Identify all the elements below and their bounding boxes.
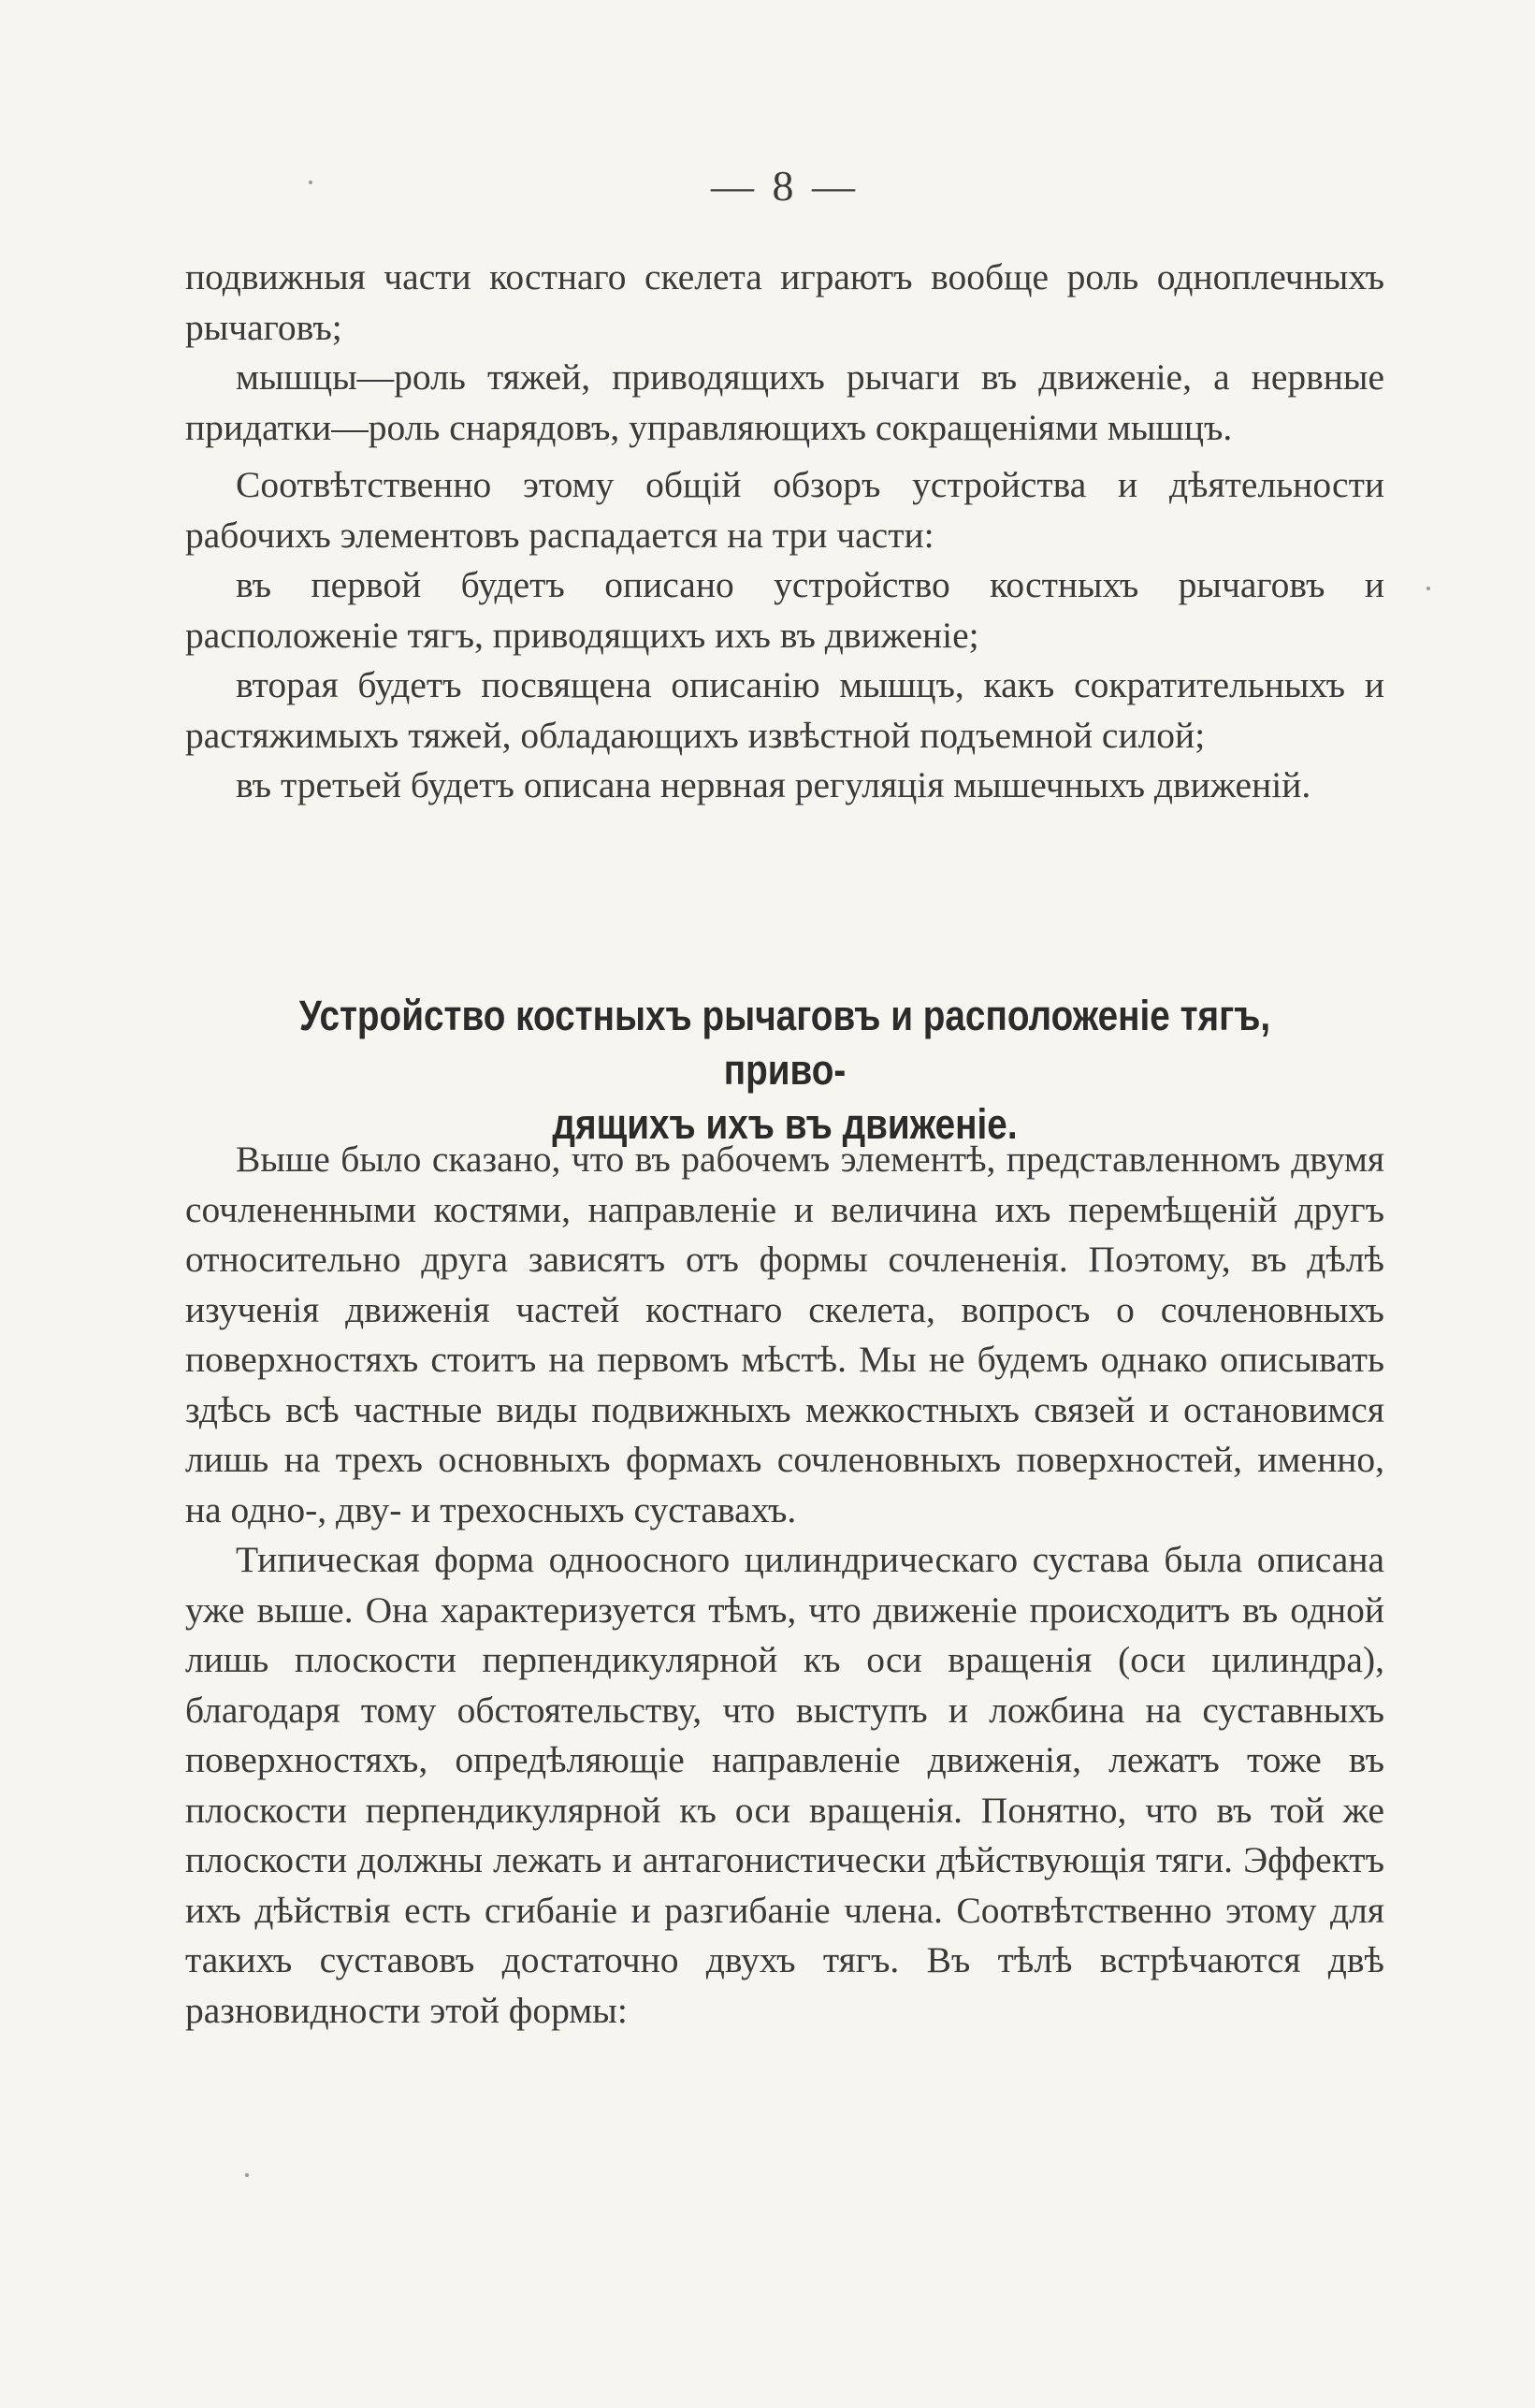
paragraph: въ первой будетъ описано устройство костныхъ рычаговъ и расположеніе тягъ, приводящихъ ихъ въ движеніе; <box>185 564 1384 656</box>
section-heading <box>269 989 1301 1152</box>
paper-speck <box>1426 587 1430 590</box>
paragraph: Соотвѣтственно этому общій обзоръ устройства и дѣятельности рабочихъ элементовъ распадается на три части: <box>185 464 1384 556</box>
section-heading-line: Устройство костныхъ рычаговъ и расположеніе тягъ, приво- <box>298 992 1271 1094</box>
paragraph: Выше было сказано, что въ рабочемъ элементѣ, представленномъ двумя сочлененными костями, направленіе и величина ихъ перемѣщеній другъ относительно друга зависятъ отъ формы сочлененія. Поэтому, въ дѣлѣ изученія движенія частей костнаго скелета, вопросъ о сочленовныхъ поверхностяхъ стоитъ на первомъ мѣстѣ. Мы не будемъ однако описывать здѣсь всѣ частные виды подвижныхъ межкостныхъ связей и остановимся лишь на трехъ основныхъ формахъ сочленовныхъ поверхностей, именно, на одно-, дву- и трехосныхъ суставахъ. <box>185 1139 1384 1530</box>
paragraph: Типическая форма одноосного цилиндрическаго сустава была описана уже выше. Она характеризуется тѣмъ, что движеніе происходитъ въ одной лишь плоскости перпендикулярной къ оси вращенія (оси цилиндра), благодаря тому обстоятельству, что выступъ и ложбина на суставныхъ поверхностяхъ, опредѣляющіе направленіе движенія, лежатъ тоже въ плоскости перпендикулярной къ оси вращенія. Понятно, что въ той же плоскости должны лежать и антагонистически дѣйствующія тяги. Эффектъ ихъ дѣйствія есть сгибаніе и разгибаніе члена. Соотвѣтственно этому для такихъ суставовъ достаточно двухъ тягъ. Въ тѣлѣ встрѣчаются двѣ разновидности этой формы: <box>185 1539 1384 2031</box>
paragraph: подвижныя части костнаго скелета играютъ вообще роль одноплечныхъ рычаговъ; <box>185 256 1384 348</box>
book-page <box>185 0 1384 2408</box>
paragraph: въ третьей будетъ описана нервная регуляція мышечныхъ движеній. <box>236 764 1311 805</box>
page-number: — 8 — <box>711 162 859 210</box>
intro-text <box>185 253 1384 811</box>
paragraph: мышцы—роль тяжей, приводящихъ рычаги въ движеніе, а нервные придатки—роль снарядовъ, управляющихъ сокращеніями мышцъ. <box>185 356 1384 448</box>
paper-speck <box>245 2173 249 2177</box>
section-text <box>185 1135 1384 2036</box>
paper-speck <box>309 181 312 184</box>
paragraph: вторая будетъ посвящена описанію мышцъ, какъ сократительныхъ и растяжимыхъ тяжей, обладающихъ извѣстной подъемной силой; <box>185 664 1384 756</box>
section-heading-line: дящихъ ихъ въ движеніе. <box>552 1100 1018 1148</box>
